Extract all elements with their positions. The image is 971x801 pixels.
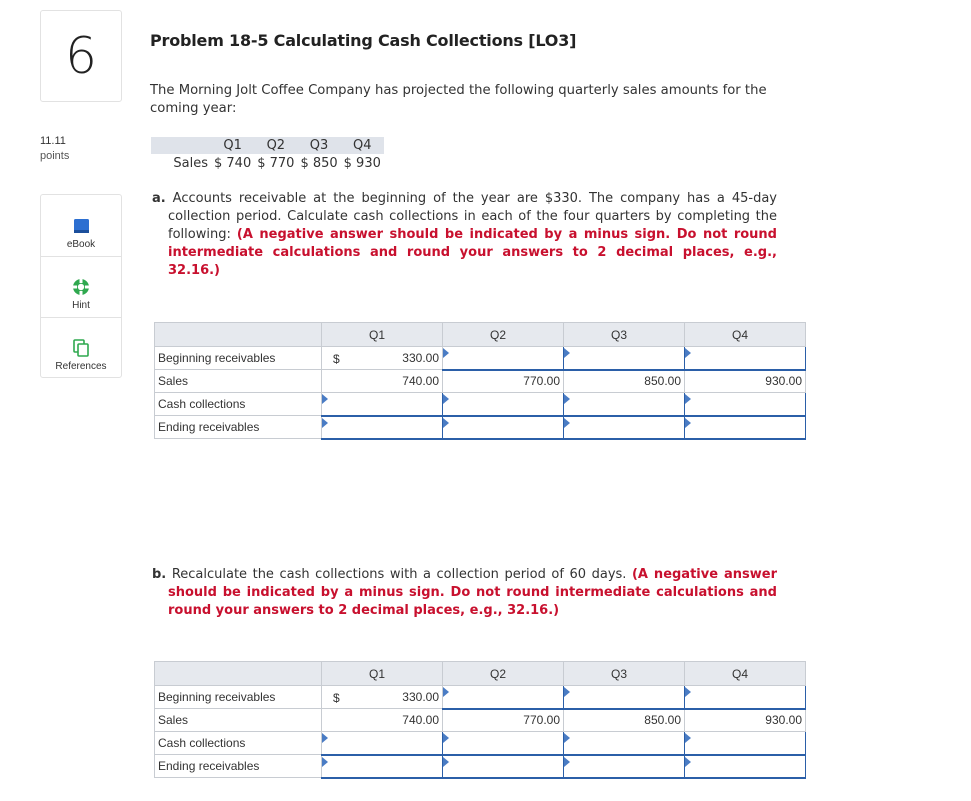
input-flag-icon: [685, 733, 691, 743]
beginning-receivables-q2-input[interactable]: [446, 349, 560, 367]
beginning-receivables-q2-cell: [443, 347, 564, 370]
part-a-tag: a.: [152, 191, 166, 206]
cash-collections-q1-input[interactable]: [325, 395, 439, 413]
cash-collections-q2-cell: [443, 732, 564, 755]
cash-collections-q1-cell: [322, 393, 443, 416]
points-value: 11.11: [40, 135, 66, 147]
points-label: points: [40, 150, 70, 162]
sales-value: $ 930: [343, 156, 381, 171]
hint-icon: [72, 278, 90, 296]
input-flag-icon: [443, 418, 449, 428]
row-label-ending-receivables: Ending receivables: [155, 416, 322, 439]
ending-receivables-q4-cell: [685, 416, 806, 439]
cash-collections-q3-input[interactable]: [567, 734, 681, 752]
ending-receivables-q4-input[interactable]: [688, 418, 802, 436]
row-label-sales: Sales: [155, 709, 322, 732]
row-label-beginning-receivables: Beginning receivables: [155, 347, 322, 370]
input-flag-icon: [685, 348, 691, 358]
input-flag-icon: [685, 418, 691, 428]
ending-receivables-q4-input[interactable]: [688, 757, 802, 775]
question-number: 6: [65, 27, 97, 85]
input-flag-icon: [443, 394, 449, 404]
part-b-text: [152, 566, 777, 620]
beginning-receivables-q1: [322, 686, 443, 709]
ending-receivables-q1-input[interactable]: [325, 757, 439, 775]
part-a-body: Accounts receivable at the beginning of the year are $330. The company has a 45-day collection period. Calculate cash collections in each of the four quarters by completing the following:: [168, 191, 777, 242]
grid-header-q4: Q4: [685, 662, 806, 686]
row-label-sales: Sales: [155, 370, 322, 393]
ending-receivables-q4-cell: [685, 755, 806, 778]
sales-q4: 930.00: [685, 370, 806, 393]
cash-collections-q1-cell: [322, 732, 443, 755]
input-flag-icon: [564, 733, 570, 743]
ending-receivables-q1-cell: [322, 416, 443, 439]
beginning-receivables-q4-cell: [685, 347, 806, 370]
ending-receivables-q3-cell: [564, 416, 685, 439]
grid-header-q3: Q3: [564, 662, 685, 686]
input-flag-icon: [685, 757, 691, 767]
sales-table-header: Q3: [297, 137, 340, 154]
hint-button[interactable]: [41, 256, 121, 317]
sales-row-label: Sales: [173, 156, 208, 171]
input-flag-icon: [443, 687, 449, 697]
grid-header-q3: Q3: [564, 323, 685, 347]
references-button[interactable]: [41, 317, 121, 378]
sales-q3: 850.00: [564, 370, 685, 393]
worksheet-grid-b: [154, 661, 806, 779]
beginning-receivables-q3-input[interactable]: [567, 688, 681, 706]
beginning-receivables-q3-cell: [564, 347, 685, 370]
grid-header-q4: Q4: [685, 323, 806, 347]
input-flag-icon: [322, 733, 328, 743]
cash-collections-q4-input[interactable]: [688, 395, 802, 413]
input-flag-icon: [564, 687, 570, 697]
ending-receivables-q3-cell: [564, 755, 685, 778]
grid-header-blank: [155, 323, 322, 347]
grid-header-q1: Q1: [322, 323, 443, 347]
cash-collections-q3-cell: [564, 732, 685, 755]
input-flag-icon: [564, 757, 570, 767]
cash-collections-q2-input[interactable]: [446, 395, 560, 413]
input-flag-icon: [322, 757, 328, 767]
sales-projection-table: [151, 137, 384, 173]
cash-collections-q4-cell: [685, 393, 806, 416]
beginning-receivables-q2-input[interactable]: [446, 688, 560, 706]
sales-table-header: Q4: [341, 137, 384, 154]
sales-q2: 770.00: [443, 370, 564, 393]
input-flag-icon: [443, 757, 449, 767]
cash-collections-q3-cell: [564, 393, 685, 416]
references-label: References: [55, 361, 107, 372]
ebook-label: eBook: [66, 239, 96, 250]
problem-title: Problem 18-5 Calculating Cash Collections [LO3]: [150, 31, 577, 50]
row-label-beginning-receivables: Beginning receivables: [155, 686, 322, 709]
ending-receivables-q2-cell: [443, 416, 564, 439]
book-icon: [72, 217, 90, 235]
input-flag-icon: [322, 394, 328, 404]
sales-value: $ 850: [300, 156, 338, 171]
part-b-tag: b.: [152, 567, 167, 582]
cash-collections-q2-input[interactable]: [446, 734, 560, 752]
currency-symbol: $: [333, 352, 340, 366]
ending-receivables-q2-input[interactable]: [446, 757, 560, 775]
ending-receivables-q1-cell: [322, 755, 443, 778]
sales-q3: 850.00: [564, 709, 685, 732]
beginning-receivables-q4-input[interactable]: [688, 349, 802, 367]
sales-q1: 740.00: [322, 709, 443, 732]
beginning-receivables-q1: [322, 347, 443, 370]
cash-collections-q1-input[interactable]: [325, 734, 439, 752]
ending-receivables-q2-input[interactable]: [446, 418, 560, 436]
sales-table-header-blank: [151, 137, 211, 154]
grid-header-q2: Q2: [443, 662, 564, 686]
problem-intro: The Morning Jolt Coffee Company has projected the following quarterly sales amounts for the coming year:: [150, 83, 767, 116]
beginning-receivables-q4-input[interactable]: [688, 688, 802, 706]
question-number-box: [40, 10, 122, 102]
part-b-instruction: (A negative answer should be indicated by a minus sign. Do not round intermediate calculations and round your answers to 2 decimal places, e.g., 32.16.): [168, 567, 777, 618]
beginning-receivables-q3-cell: [564, 686, 685, 709]
input-flag-icon: [685, 687, 691, 697]
sales-table-header: Q1: [211, 137, 254, 154]
cash-collections-q3-input[interactable]: [567, 395, 681, 413]
ebook-button[interactable]: [41, 195, 121, 256]
beginning-receivables-q4-cell: [685, 686, 806, 709]
beginning-receivables-q3-input[interactable]: [567, 349, 681, 367]
grid-header-q2: Q2: [443, 323, 564, 347]
input-flag-icon: [564, 394, 570, 404]
input-flag-icon: [564, 418, 570, 428]
grid-header-blank: [155, 662, 322, 686]
row-label-ending-receivables: Ending receivables: [155, 755, 322, 778]
part-a-instruction: (A negative answer should be indicated by a minus sign. Do not round intermediate calculations and round your answers to 2 decimal places, e.g., 32.16.): [168, 227, 777, 278]
ending-receivables-q2-cell: [443, 755, 564, 778]
sales-table-header: Q2: [254, 137, 297, 154]
sales-value: $ 770: [257, 156, 295, 171]
references-icon: [72, 339, 90, 357]
row-label-cash-collections: Cash collections: [155, 732, 322, 755]
currency-symbol: $: [333, 691, 340, 705]
sales-q2: 770.00: [443, 709, 564, 732]
side-tools-panel: [40, 194, 122, 378]
worksheet-grid-a: [154, 322, 806, 440]
sales-q4: 930.00: [685, 709, 806, 732]
sales-value: $ 740: [214, 156, 252, 171]
ending-receivables-q3-input[interactable]: [567, 757, 681, 775]
beginning-receivables-q1-value: 330.00: [402, 690, 439, 704]
cash-collections-q4-input[interactable]: [688, 734, 802, 752]
cash-collections-q4-cell: [685, 732, 806, 755]
ending-receivables-q1-input[interactable]: [325, 418, 439, 436]
input-flag-icon: [564, 348, 570, 358]
part-a-text: [152, 190, 777, 280]
part-b-body: Recalculate the cash collections with a collection period of 60 days.: [171, 567, 627, 582]
row-label-cash-collections: Cash collections: [155, 393, 322, 416]
input-flag-icon: [443, 733, 449, 743]
beginning-receivables-q1-value: 330.00: [402, 351, 439, 365]
ending-receivables-q3-input[interactable]: [567, 418, 681, 436]
hint-label: Hint: [72, 300, 90, 311]
grid-header-q1: Q1: [322, 662, 443, 686]
input-flag-icon: [322, 418, 328, 428]
beginning-receivables-q2-cell: [443, 686, 564, 709]
sales-q1: 740.00: [322, 370, 443, 393]
input-flag-icon: [685, 394, 691, 404]
input-flag-icon: [443, 348, 449, 358]
cash-collections-q2-cell: [443, 393, 564, 416]
